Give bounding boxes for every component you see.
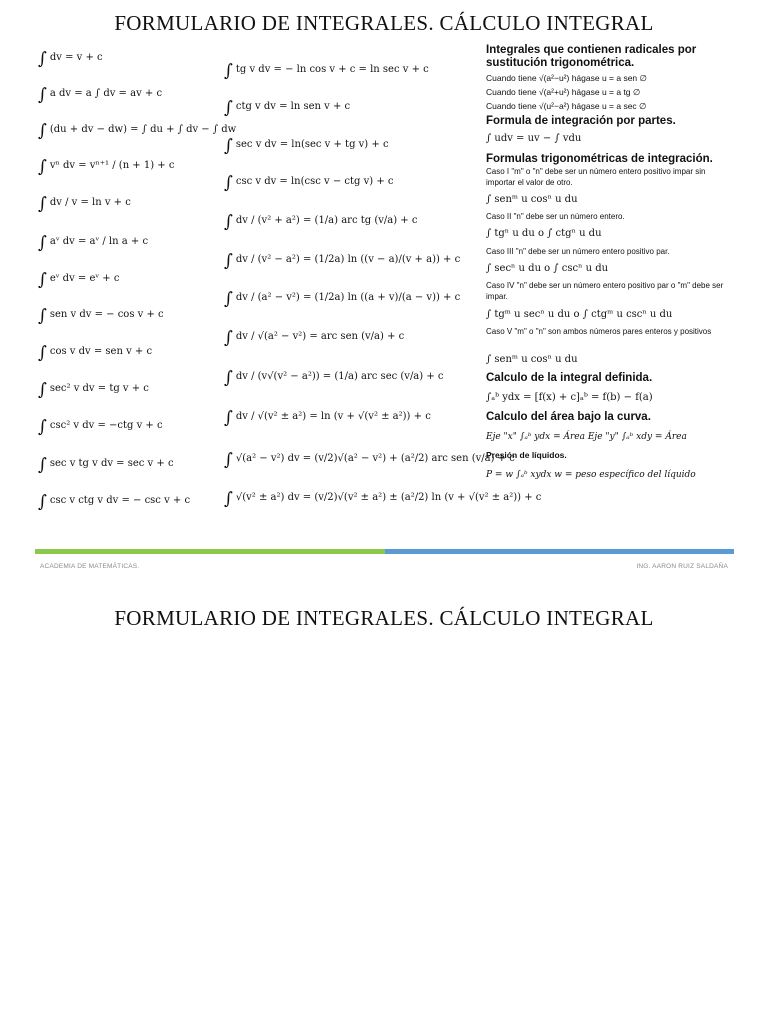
section-heading-definida: Calculo de la integral definida. bbox=[486, 372, 653, 384]
formula: ∫ vⁿ dv = vⁿ⁺¹ / (n + 1) + c bbox=[38, 157, 175, 177]
footer-bar-green bbox=[35, 549, 385, 554]
section-heading-area: Calculo del área bajo la curva. bbox=[486, 411, 651, 423]
formula: ∫ aᵛ dv = aᵛ / ln a + c bbox=[38, 233, 149, 253]
case-description: Caso V "m" o "n" son ambos números pares enteros y positivos bbox=[486, 327, 712, 336]
formula: ∫ dv / v = ln v + c bbox=[38, 194, 131, 214]
section-heading-partes: Formula de integración por partes. bbox=[486, 115, 676, 127]
case-description: Caso I "m" o "n" debe ser un número entero positivo impar sin importar el valor de otro. bbox=[486, 167, 706, 187]
footer-bar-blue bbox=[385, 549, 734, 554]
radical-rule: Cuando tiene √(a²−u²) hágase u = a sen ∅ bbox=[486, 73, 647, 83]
formula: ∫ tgᵐ u secⁿ u du o ∫ ctgᵐ u cscⁿ u du bbox=[486, 309, 673, 320]
footer-right: ING. AARON RUIZ SALDAÑA bbox=[636, 563, 728, 570]
radical-rule: Cuando tiene √(a²+u²) hágase u = a tg ∅ bbox=[486, 87, 641, 97]
formula: Eje "x" ∫ₐᵇ ydx = Área Eje "y" ∫ₐᵇ xdy = Área bbox=[486, 432, 687, 442]
case-description: Caso IV "n" debe ser un número entero positivo par o "m" debe ser impar. bbox=[486, 281, 724, 301]
formula: ∫ eᵛ dv = eᵛ + c bbox=[38, 270, 120, 290]
formula: ∫ dv / (v² + a²) = (1/a) arc tg (v/a) + c bbox=[224, 212, 418, 232]
formula: ∫ sen v dv = − cos v + c bbox=[38, 306, 164, 326]
formula: ∫ sec v tg v dv = sec v + c bbox=[38, 455, 174, 475]
formula: ∫ senᵐ u cosⁿ u du bbox=[486, 354, 578, 365]
formula: ∫ dv / √(a² − v²) = arc sen (v/a) + c bbox=[224, 328, 405, 348]
formula: ∫ dv = v + c bbox=[38, 49, 103, 69]
footer-left: ACADEMIA DE MATEMÁTICAS. bbox=[40, 563, 140, 570]
formula: ∫ sec² v dv = tg v + c bbox=[38, 380, 149, 400]
page-title-second: FORMULARIO DE INTEGRALES. CÁLCULO INTEGRAL bbox=[114, 606, 654, 630]
case-description: Caso III "n" debe ser un número entero positivo par. bbox=[486, 247, 670, 256]
formula: ∫ dv / (a² − v²) = (1/2a) ln ((a + v)/(a − v)) + c bbox=[224, 289, 461, 309]
section-heading-presion: Presión de líquidos. bbox=[486, 450, 567, 460]
formula: ∫ (du + dv − dw) = ∫ du + ∫ dv − ∫ dw bbox=[38, 121, 237, 141]
formula: ∫ √(v² ± a²) dv = (v/2)√(v² ± a²) ± (a²/2) ln (v + √(v² ± a²)) + c bbox=[224, 489, 542, 509]
formula: ∫ secⁿ u du o ∫ cscⁿ u du bbox=[486, 263, 609, 274]
section-heading-radicales: Integrales que contienen radicales por sustitución trigonométrica. bbox=[486, 44, 697, 69]
formula: ∫ tgⁿ u du o ∫ ctgⁿ u du bbox=[486, 228, 602, 239]
formula: ∫ cos v dv = sen v + c bbox=[38, 343, 153, 363]
formula: ∫ √(a² − v²) dv = (v/2)√(a² − v²) + (a²/2) arc sen (v/a) + c bbox=[224, 450, 515, 470]
formula: ∫ udv = uv − ∫ vdu bbox=[486, 133, 582, 144]
formula: ∫ tg v dv = − ln cos v + c = ln sec v + c bbox=[224, 61, 429, 81]
formula: ∫ ctg v dv = ln sen v + c bbox=[224, 98, 351, 118]
case-description: Caso II "n" debe ser un número entero. bbox=[486, 212, 625, 221]
formula: ∫ₐᵇ ydx = [f(x) + c]ₐᵇ = f(b) − f(a) bbox=[486, 392, 653, 403]
formula: ∫ a dv = a ∫ dv = av + c bbox=[38, 85, 163, 105]
formula: ∫ csc v dv = ln(csc v − ctg v) + c bbox=[224, 173, 394, 193]
formula: ∫ csc v ctg v dv = − csc v + c bbox=[38, 492, 191, 512]
formula: ∫ dv / √(v² ± a²) = ln (v + √(v² ± a²)) + c bbox=[224, 408, 431, 428]
formula: P = w ∫ₐᵇ xydx w = peso específico del líquido bbox=[486, 470, 696, 480]
formula: ∫ dv / (v√(v² − a²)) = (1/a) arc sec (v/a) + c bbox=[224, 368, 444, 388]
formula: ∫ sec v dv = ln(sec v + tg v) + c bbox=[224, 136, 389, 156]
formula: ∫ dv / (v² − a²) = (1/2a) ln ((v − a)/(v + a)) + c bbox=[224, 251, 461, 271]
section-heading-trig: Formulas trigonométricas de integración. bbox=[486, 153, 713, 165]
page-title: FORMULARIO DE INTEGRALES. CÁLCULO INTEGRAL bbox=[114, 11, 654, 35]
formula: ∫ csc² v dv = −ctg v + c bbox=[38, 417, 163, 437]
radical-rule: Cuando tiene √(u²−a²) hágase u = a sec ∅ bbox=[486, 101, 647, 111]
formula: ∫ senᵐ u cosⁿ u du bbox=[486, 194, 578, 205]
